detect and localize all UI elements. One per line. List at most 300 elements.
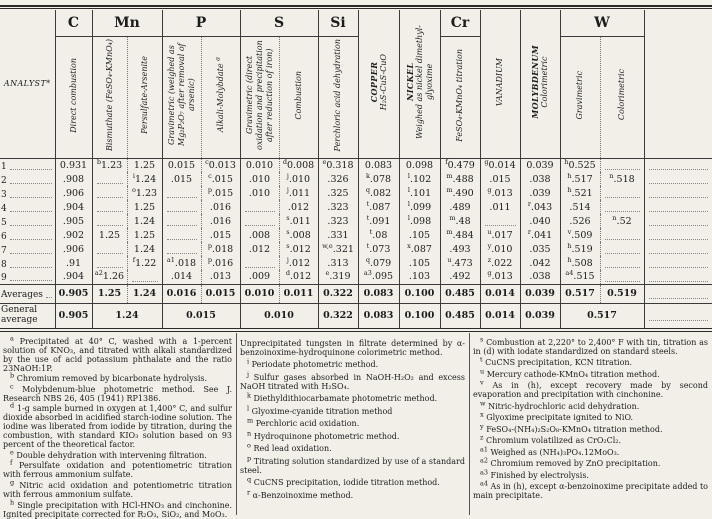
footnote: $^l$ Glyoxime-cyanide titration method	[247, 404, 393, 416]
row-label-leader	[10, 183, 52, 184]
blank-leader	[97, 248, 123, 254]
table-cell: .009	[240, 270, 279, 284]
table-cell: $^{w,e}$.321	[318, 242, 358, 256]
table-cell	[92, 242, 127, 256]
table-cell: $^v$.509	[560, 228, 600, 242]
table-cell: .035	[520, 242, 560, 256]
footnote: $^c$ Molybdenum-blue photometric method. See J. Research NBS 26, 405 (1941) RP1386.	[3, 382, 232, 403]
table-cell: .904	[55, 270, 92, 284]
method-header-text: Gravimetric (weighed as Mg₂P₂O₇ after removal of arsenic)	[166, 43, 196, 147]
blank-leader	[649, 276, 709, 282]
table-cell: .014	[162, 270, 201, 284]
method-header	[560, 36, 600, 158]
table-cell: 1.25	[127, 228, 162, 242]
table-cell: $^p$.016	[201, 256, 240, 270]
analyst-header: ANALYST*	[0, 10, 55, 158]
table-cell: 0.039	[520, 158, 560, 172]
table-cell: $^e$.319	[318, 270, 358, 284]
table-cell: 1.25	[92, 228, 127, 242]
table-row	[0, 172, 712, 186]
table-cell: .010	[240, 172, 279, 186]
column-group-symbol: W	[560, 10, 644, 36]
table-cell	[644, 242, 712, 256]
row-label-leader	[10, 253, 52, 254]
footnote: $^i$ Periodate photometric method.	[247, 357, 379, 370]
footnote: $^f$ Persulfate oxidation and potentiometric titration with ferrous ammonium sulfate.	[3, 458, 232, 480]
blank-leader	[649, 234, 709, 240]
table-cell: $^j$.010	[279, 172, 318, 186]
method-header	[55, 36, 92, 158]
vertical-header	[399, 10, 440, 158]
table-cell: $^{a4}$.515	[560, 270, 600, 284]
table-cell: .016	[201, 214, 240, 228]
general-average-cell: 1.24	[92, 303, 162, 330]
method-header	[162, 36, 201, 158]
method-header-text: FeSO₄-KMnO₄ titration	[455, 48, 464, 142]
table-cell: $^k$.078	[358, 172, 399, 186]
row-label: 3	[0, 186, 55, 200]
table-cell: .103	[399, 270, 440, 284]
blank-leader	[605, 248, 640, 254]
table-cell	[92, 200, 127, 214]
table-cell: $^{a2}$1.26	[92, 270, 127, 284]
footnote: $^e$ Double dehydration with intervening filtration.	[10, 448, 207, 460]
blank-leader	[245, 206, 275, 212]
table-cell: $^h$.508	[560, 256, 600, 270]
table-cell: .042	[520, 256, 560, 270]
footnote: $^h$ Single precipitation with HCl-HNO₃ and cinchonine. Ignited precipitate corrected for R₂O₃, SiO₂, and MoO₃.	[3, 497, 232, 519]
table-cell: .012	[240, 242, 279, 256]
table-cell: .323	[318, 214, 358, 228]
table-cell: $^s$.008	[279, 228, 318, 242]
table-cell: .526	[560, 214, 600, 228]
table-cell	[600, 242, 644, 256]
table-cell	[162, 200, 201, 214]
footnotes-section	[0, 333, 712, 519]
table-cell: .008	[240, 228, 279, 242]
table-cell: .326	[318, 172, 358, 186]
method-header	[440, 36, 480, 158]
average-cell: 0.014	[480, 284, 520, 303]
general-average-row	[0, 303, 712, 330]
table-cell: 0.931	[55, 158, 92, 172]
table-cell: $^p$.015	[201, 186, 240, 200]
blank-leader	[245, 220, 275, 226]
table-cell: $^o$1.23	[127, 186, 162, 200]
general-average-cell	[644, 303, 712, 330]
table-cell	[92, 214, 127, 228]
table-row	[0, 186, 712, 200]
method-header-text: Perchloric acid dehydration	[333, 38, 342, 152]
method-header-text: Combustion	[293, 70, 303, 120]
table-cell: .011	[480, 200, 520, 214]
general-average-cell: 0.083	[358, 303, 399, 330]
table-cell: .015	[480, 172, 520, 186]
table-cell: $^x$.087	[399, 242, 440, 256]
table-cell: .013	[201, 270, 240, 284]
blank-column-header	[644, 10, 712, 158]
table-cell	[644, 214, 712, 228]
table-row	[0, 228, 712, 242]
table-cell	[240, 214, 279, 228]
table-cell: .908	[55, 172, 92, 186]
method-header	[318, 36, 358, 158]
general-average-cell: 0.010	[240, 303, 318, 330]
blank-leader	[132, 276, 158, 282]
blank-leader	[485, 220, 516, 226]
footnote: $^{a3}$ Finished by electrolysis.	[480, 468, 589, 480]
blank-leader	[97, 206, 123, 212]
general-average-label: General average	[0, 303, 55, 330]
row-label-leader	[10, 169, 52, 170]
table-cell: $^h$.517	[560, 172, 600, 186]
table-cell: $^{a1}$.018	[162, 256, 201, 270]
blank-leader	[649, 248, 709, 254]
table-cell: .905	[55, 214, 92, 228]
blank-leader	[97, 192, 123, 198]
blank-leader	[649, 164, 709, 170]
blank-leader	[605, 192, 640, 198]
table-row	[0, 256, 712, 270]
table-cell	[644, 256, 712, 270]
footnote: $^v$ As in (h), except recovery made by second evaporation and precipitation with cinchonine.	[473, 378, 708, 400]
method-header-text: Gravimetric (direct oxidation and precipitation after reduction of iron)	[244, 40, 274, 150]
row-label-leader	[10, 239, 52, 240]
table-cell: $^g$.013	[480, 186, 520, 200]
table-cell: 0.015	[162, 158, 201, 172]
table-cell: $^r$.043	[520, 200, 560, 214]
table-cell	[600, 256, 644, 270]
table-cell: .902	[55, 228, 92, 242]
table-cell: $^q$.082	[358, 186, 399, 200]
footnote: $^{a4}$ As in (h), except α-benzoinoxime precipitate added to main precipitate.	[473, 479, 708, 501]
table-cell	[240, 200, 279, 214]
table-cell	[162, 186, 201, 200]
table-row	[0, 270, 712, 284]
average-cell: 0.519	[600, 284, 644, 303]
table-cell: .489	[440, 200, 480, 214]
table-cell: .015	[201, 228, 240, 242]
table-cell: 1.25	[127, 200, 162, 214]
table-cell	[162, 228, 201, 242]
table-cell: .038	[520, 172, 560, 186]
footnote: $^{a2}$ Chromium removed by ZnO precipitation.	[480, 456, 661, 469]
column-group-symbol: P	[162, 10, 240, 36]
general-average-cell: 0.014	[480, 303, 520, 330]
row-label-leader	[10, 280, 52, 281]
average-cell: 1.24	[127, 284, 162, 303]
average-cell: 0.015	[201, 284, 240, 303]
table-cell: .91	[55, 256, 92, 270]
table-cell: $^f$1.22	[127, 256, 162, 270]
general-average-cell: 0.015	[162, 303, 240, 330]
table-cell: .323	[318, 200, 358, 214]
table-cell: $^m$.48	[440, 214, 480, 228]
table-cell: $^h$0.525	[560, 158, 600, 172]
footnote: $^m$ Perchloric acid oxidation.	[247, 416, 360, 429]
table-cell: $^u$.017	[480, 228, 520, 242]
table-cell: $^n$.52	[600, 214, 644, 228]
method-header	[201, 36, 240, 158]
table-cell: $^g$.013	[480, 270, 520, 284]
footnote: $^k$ Diethyldithiocarbamate photometric method.	[247, 391, 438, 404]
footnote: $^a$ Precipitated at 40° C, washed with a 1-percent solution of KNO₃, and titrated with alkali standardized by the use of acid potassium phthalate and the ratio 23NaOH:1P.	[3, 333, 232, 373]
blank-leader	[97, 178, 123, 184]
table-cell: .039	[520, 186, 560, 200]
blank-leader	[605, 276, 640, 282]
method-header-text: Direct combustion	[68, 57, 78, 133]
average-cell: 0.322	[318, 284, 358, 303]
blank-leader	[245, 262, 275, 268]
row-label: 2	[0, 172, 55, 186]
method-header	[600, 36, 644, 158]
footnote: $^r$ α-Benzoinoxime method.	[247, 488, 354, 500]
blank-leader	[649, 178, 709, 184]
footnote: $^d$ 1-g sample burned in oxygen at 1,400° C, and sulfur dioxide absorbed in acidified starch-iodine solution. The iodine was liberated from iodide by titration, during the combustion, with standard KIO₃ solution based on 93 percent of the theoretical factor.	[3, 401, 232, 450]
table-cell: .105	[399, 228, 440, 242]
table-cell: $^e$0.318	[318, 158, 358, 172]
footnote: Unprecipitated tungsten in filtrate determined by α-benzoinoxime-hydroquinone colorimetric method.	[240, 338, 465, 357]
table-cell	[92, 186, 127, 200]
averages-label: Averages	[0, 284, 55, 303]
blank-leader	[605, 262, 640, 268]
averages-row	[0, 284, 712, 303]
blank-leader	[97, 220, 123, 226]
table-cell: $^j$.012	[279, 256, 318, 270]
row-label: 5	[0, 214, 55, 228]
footnote: $^p$ Titrating solution standardized by use of a standard steel.	[240, 454, 465, 475]
row-label: 8	[0, 256, 55, 270]
table-cell	[644, 228, 712, 242]
average-cell: 0.011	[279, 284, 318, 303]
footnote: $^y$ FeSO₄-(NH₄)₂S₂O₈-KMnO₄ titration method.	[480, 422, 663, 434]
table-cell: .012	[279, 200, 318, 214]
table-cell: $^d$0.008	[279, 158, 318, 172]
table-cell	[644, 158, 712, 172]
table-cell: $^l$.102	[399, 172, 440, 186]
vertical-header	[520, 10, 560, 158]
footnote: $^s$ Combustion at 2,220° to 2,400° F with tin, titration as in (d) with iodate standardized on standard steels.	[473, 334, 708, 356]
table-cell: $^l$.099	[399, 200, 440, 214]
general-average-cell: 0.100	[399, 303, 440, 330]
table-cell: $^m$.488	[440, 172, 480, 186]
row-label: 6	[0, 228, 55, 242]
footnote: $^x$ Glyoxime precipitate ignited to NiO.	[480, 410, 634, 423]
table-cell	[162, 242, 201, 256]
column-group-symbol: C	[55, 10, 92, 36]
table-cell: $^t$.08	[358, 228, 399, 242]
table-cell: $^u$.473	[440, 256, 480, 270]
table-cell: 0.098	[399, 158, 440, 172]
column-group-symbol: Si	[318, 10, 358, 36]
column-group-symbol: S	[240, 10, 318, 36]
method-header	[127, 36, 162, 158]
table-cell: 1.24	[127, 214, 162, 228]
average-cell: 0.016	[162, 284, 201, 303]
average-cell: 1.25	[92, 284, 127, 303]
method-header-text: Colorimetric	[617, 69, 626, 121]
blank-leader	[605, 206, 640, 212]
table-cell	[240, 256, 279, 270]
vertical-header	[480, 10, 520, 158]
row-label: 4	[0, 200, 55, 214]
footnote-column-2	[237, 333, 470, 515]
blank-leader	[649, 220, 709, 226]
blank-leader	[167, 248, 197, 254]
table-cell: $^l$.101	[399, 186, 440, 200]
row-label-leader	[10, 211, 52, 212]
table-cell: .313	[318, 256, 358, 270]
method-header	[92, 36, 127, 158]
average-cell: 0.039	[520, 284, 560, 303]
table-row	[0, 158, 712, 172]
table-cell	[644, 200, 712, 214]
table-cell: 1.25	[127, 158, 162, 172]
table-cell: .015	[162, 172, 201, 186]
table-cell: .040	[520, 214, 560, 228]
vertical-header	[358, 10, 399, 158]
table-cell	[480, 214, 520, 228]
table-cell	[127, 270, 162, 284]
row-label-leader	[46, 297, 52, 298]
table-cell: $^{a3}$.095	[358, 270, 399, 284]
blank-leader	[167, 234, 197, 240]
table-row	[0, 214, 712, 228]
blank-leader	[649, 192, 709, 198]
footnote: $^w$ Nitric-hydrochloric acid dehydration.	[480, 399, 640, 411]
table-cell	[600, 158, 644, 172]
table-cell: .492	[440, 270, 480, 284]
footnote-column-3	[470, 333, 712, 515]
table-cell	[162, 214, 201, 228]
table-cell: $^d$.012	[279, 270, 318, 284]
method-header-text: Gravimetric	[575, 70, 584, 120]
vertical-header-text: VANADIUM	[495, 57, 504, 106]
table-cell: $^g$0.014	[480, 158, 520, 172]
table-cell: $^r$.041	[520, 228, 560, 242]
table-cell: $^m$.484	[440, 228, 480, 242]
general-average-cell: 0.039	[520, 303, 560, 330]
column-group-symbol: Mn	[92, 10, 162, 36]
table-cell	[644, 270, 712, 284]
table-cell: $^c$.015	[201, 172, 240, 186]
table-cell	[92, 256, 127, 270]
average-cell: 0.010	[240, 284, 279, 303]
table-row	[0, 242, 712, 256]
table-cell: $^j$.011	[279, 186, 318, 200]
table-cell: $^s$.012	[279, 242, 318, 256]
vertical-header-text: MOLYBDENUM Colorimetric	[530, 44, 549, 119]
footnote-column-1	[0, 333, 237, 519]
table-cell: .514	[560, 200, 600, 214]
vertical-header-text: COPPER H₂S-CuS-CuO	[368, 53, 388, 110]
blank-leader	[649, 293, 709, 299]
blank-leader	[649, 262, 709, 268]
table-cell: $^c$0.013	[201, 158, 240, 172]
method-header-text: Persulfate-Arsenite	[139, 56, 149, 134]
table-cell: .906	[55, 186, 92, 200]
row-label: 7	[0, 242, 55, 256]
average-cell: 0.485	[440, 284, 480, 303]
row-label-leader	[10, 267, 52, 268]
table-cell: .038	[520, 270, 560, 284]
footnote: $^o$ Red lead oxidation.	[247, 441, 332, 454]
table-cell	[644, 172, 712, 186]
row-label-leader	[10, 225, 52, 226]
average-cell: 0.083	[358, 284, 399, 303]
footnote: $^n$ Hydroquinone photometric method.	[247, 429, 400, 441]
method-header	[279, 36, 318, 158]
table-cell: .010	[240, 186, 279, 200]
table-cell	[600, 270, 644, 284]
table-cell: $^n$.518	[600, 172, 644, 186]
footnote: $^{a1}$ Weighed as (NH₄)₃PO₄.12MoO₃.	[480, 445, 620, 457]
table-cell: .331	[318, 228, 358, 242]
general-average-cell: 0.905	[55, 303, 92, 330]
table-cell	[600, 186, 644, 200]
general-average-cell: 0.517	[560, 303, 644, 330]
footnote: $^t$ CuCNS precipitation, KCN titration.	[480, 355, 633, 368]
results-table	[0, 10, 712, 332]
footnote: $^z$ Chromium volatilized as CrO₂Cl₂.	[480, 433, 622, 446]
table-cell: $^t$.073	[358, 242, 399, 256]
row-label-leader	[10, 197, 52, 198]
footnote: $^b$ Chromium removed by bicarbonate hydrolysis.	[10, 371, 208, 384]
table-cell: 0.010	[240, 158, 279, 172]
blank-leader	[649, 315, 709, 321]
average-cell	[644, 284, 712, 303]
row-label: 1	[0, 158, 55, 172]
method-header-text: Bismuthate (FeSO₄-KMnO₄)	[104, 38, 114, 152]
average-cell: 0.517	[560, 284, 600, 303]
vertical-header-text: NICKEL Weighed as nickel dimethyl-glyoxime	[404, 24, 434, 139]
table-cell	[644, 186, 712, 200]
table-cell: .493	[440, 242, 480, 256]
table-cell: .325	[318, 186, 358, 200]
blank-leader	[167, 220, 197, 226]
blank-leader	[649, 206, 709, 212]
blank-leader	[97, 262, 123, 268]
table-cell: .016	[201, 200, 240, 214]
footnote: $^j$ Sulfur gases absorbed in NaOH-H₂O₂ and excess NaOH titrated with H₂SO₄.	[240, 369, 465, 391]
column-group-symbol: Cr	[440, 10, 480, 36]
table-cell	[600, 200, 644, 214]
blank-leader	[167, 192, 197, 198]
footnote: $^g$ Nitric acid oxidation and potentiometric titration with ferrous ammonium sulfate.	[3, 478, 232, 499]
footnote: $^q$ CuCNS precipitation, iodide titration method.	[247, 475, 440, 488]
method-header-text: Alkali-Molybdate $^a$	[212, 57, 225, 133]
table-cell: $^q$.079	[358, 256, 399, 270]
general-average-cell: 0.322	[318, 303, 358, 330]
blank-leader	[605, 164, 640, 170]
table-cell: $^m$.490	[440, 186, 480, 200]
table-cell: .105	[399, 256, 440, 270]
blank-leader	[605, 234, 640, 240]
average-cell: 0.100	[399, 284, 440, 303]
table-cell: $^y$.010	[480, 242, 520, 256]
table-cell: $^h$.519	[560, 242, 600, 256]
average-cell: 0.905	[55, 284, 92, 303]
table-cell: 1.24	[127, 242, 162, 256]
table-cell: $^t$.091	[358, 214, 399, 228]
row-label: 9	[0, 270, 55, 284]
table-cell	[600, 228, 644, 242]
table-cell: $^i$1.24	[127, 172, 162, 186]
table-row	[0, 200, 712, 214]
footnote: $^u$ Mercury cathode-KMnO₄ titration method.	[480, 366, 660, 379]
method-header	[240, 36, 279, 158]
table-cell: $^t$.087	[358, 200, 399, 214]
